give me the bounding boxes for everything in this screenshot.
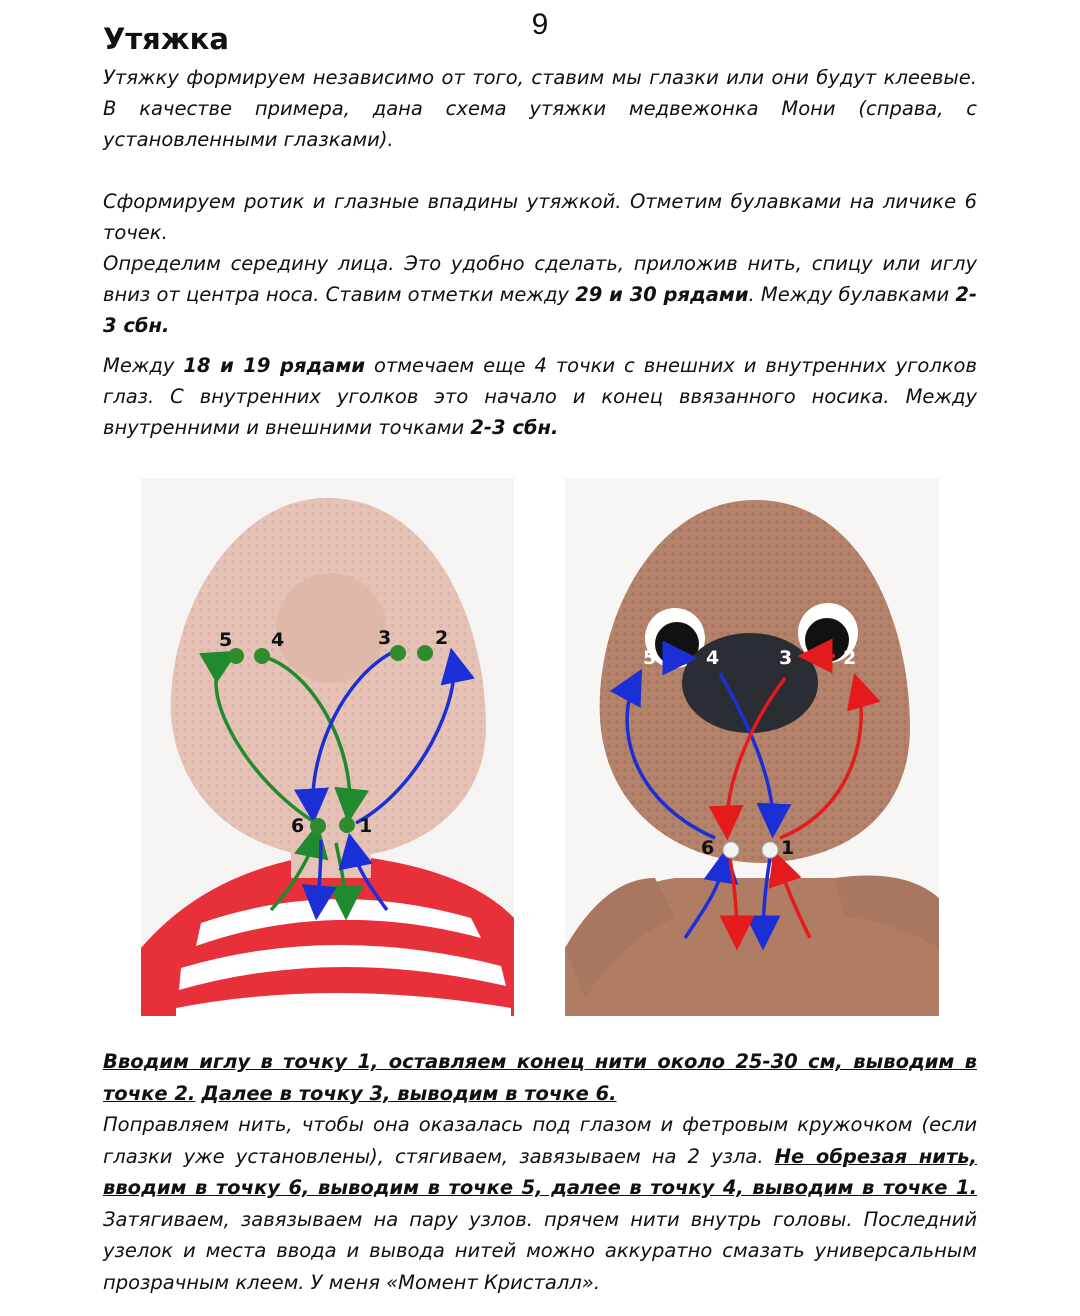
text: отмечаем еще 4 точки с внешних и внутренних уголков глаз. С внутренних уголков это начало и конец ввязанного носика. Между внутренними и внешними точками [103,354,977,439]
text: Поправляем нить, чтобы она оказалась под глазом и фетровым кружочком (если глазки уже установлены), стягиваем, завязываем на 2 узла. [103,1113,977,1168]
point-label: 2 [435,627,449,649]
point-label: 2 [843,647,857,669]
point-label: 1 [781,837,795,859]
text: . Между булавками [748,283,956,306]
underlined-text: Вводим иглу в точку 1, оставляем конец нити около 25-30 см, выводим в точке 2. [103,1050,977,1105]
pin [762,842,778,858]
point-label: 6 [701,837,715,859]
bold-text: 18 и 19 рядами [183,354,365,377]
underlined-text: Далее в точку 3, выводим в точке 6. [201,1081,617,1105]
point-label: 4 [271,629,285,651]
pin [339,817,355,833]
paragraph-instructions [103,1046,977,1298]
pin [723,842,739,858]
paragraph-middle [103,248,977,341]
sweater [141,858,514,1016]
bold-text: 2-3 сбн. [470,416,559,439]
pin [310,818,326,834]
page-title: Утяжка [103,22,229,56]
nose [682,633,818,733]
page-number: 9 [531,8,549,41]
paragraph-eye-points [103,350,977,443]
point-label: 3 [378,627,392,649]
point-label: 1 [359,815,373,837]
point-label: 4 [706,647,720,669]
pin [417,645,433,661]
paragraph-intro: Утяжку формируем независимо от того, ставим мы глазки или они будут клеевые. В качестве примера, дана схема утяжки медвежонка Мони (справа, с установленными глазками). [103,66,977,151]
bold-text: 29 и 30 рядами [575,283,749,306]
text: Затягиваем, завязываем на пару узлов. прячем нити внутрь головы. Последний узелок и места ввода и вывода нитей можно аккуратно смазать универсальным прозрачным клеем. У меня «Момент Кристалл». [103,1207,977,1294]
photo-pink-head-diagram [141,478,514,1016]
point-label: 3 [779,647,793,669]
photo-brown-bear-diagram [565,478,939,1016]
underlined-text: Не обрезая нить, вводим в точку 6, выводим в точке 5, далее в точку 4, выводим в точке 1. [103,1144,977,1199]
pin [254,648,270,664]
point-label: 6 [291,815,305,837]
bold-text: 2-3 сбн. [103,283,978,337]
point-label: 5 [219,629,233,651]
text: Между [103,354,184,377]
paragraph-marking: Сформируем ротик и глазные впадины утяжкой. Отметим булавками на личике 6 точек. [103,190,977,244]
point-label: 5 [643,647,657,669]
text: Определим середину лица. Это удобно сделать, приложив нить, спицу или иглу вниз от центра носа. Ставим отметки между [103,252,977,306]
pin [390,645,406,661]
